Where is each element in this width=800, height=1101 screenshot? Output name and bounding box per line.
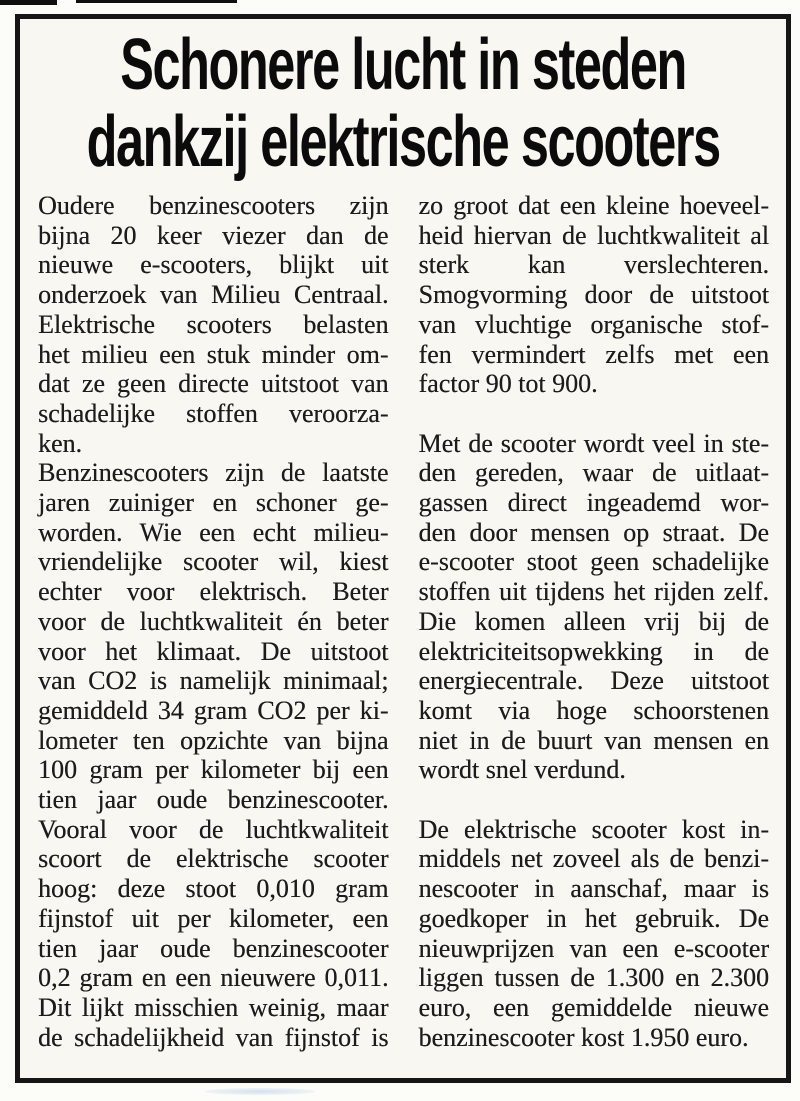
text-line: fen vermindert zelfs met een bbox=[418, 339, 769, 369]
text-line: 0,2 gram en een nieuwere 0,011. bbox=[38, 963, 389, 993]
text-line: Elektrische scooters belasten bbox=[38, 309, 389, 339]
text-line: niet in de buurt van mensen en bbox=[418, 725, 769, 755]
text-line: nieuwprijzen van een e-scooter bbox=[418, 933, 769, 963]
text-line: voor het klimaat. De uitstoot bbox=[38, 636, 389, 666]
text-line: Die komen alleen vrij bij de bbox=[418, 606, 769, 636]
text-line: voor de luchtkwaliteit én beter bbox=[38, 606, 389, 636]
text-line: schadelijke stoffen veroorza- bbox=[38, 398, 389, 428]
text-line: scoort de elektrische scooter bbox=[38, 844, 389, 874]
text-line: den gereden, waar de uitlaat- bbox=[418, 458, 769, 488]
left-column bbox=[38, 191, 389, 1052]
text-line: van vluchtige organische stof- bbox=[418, 309, 769, 339]
headline-line-2: dankzij elektrische scooters bbox=[86, 102, 720, 182]
headline-line-1: Schonere lucht in steden bbox=[120, 25, 686, 105]
text-line: wordt snel verdund. bbox=[418, 755, 626, 785]
text-line: factor 90 tot 900. bbox=[418, 369, 598, 399]
paragraph bbox=[38, 191, 389, 458]
text-line: heid hiervan de luchtkwaliteit al bbox=[418, 220, 769, 250]
text-line: Dit lijkt misschien weinig, maar bbox=[38, 992, 389, 1022]
text-line: gemiddeld 34 gram CO2 per ki- bbox=[38, 695, 389, 725]
text-line: tien jaar oude benzinescooter bbox=[38, 933, 389, 963]
text-line: onderzoek van Milieu Centraal. bbox=[38, 280, 389, 310]
paragraph bbox=[38, 458, 389, 1052]
text-line: middels net zoveel als de benzi- bbox=[418, 844, 769, 874]
text-line: ken. bbox=[38, 428, 83, 458]
text-line: van CO2 is namelijk minimaal; bbox=[38, 666, 389, 696]
text-line: de schadelijkheid van fijnstof is bbox=[38, 1022, 389, 1052]
text-line: fijnstof uit per kilometer, een bbox=[38, 903, 389, 933]
scan-smudge bbox=[205, 1088, 315, 1095]
text-line: Smogvorming door de uitstoot bbox=[418, 280, 769, 310]
text-line: bijna 20 keer viezer dan de bbox=[38, 220, 389, 250]
text-line: goedkoper in het gebruik. De bbox=[418, 903, 769, 933]
article-frame bbox=[15, 14, 791, 1083]
text-line: nieuwe e-scooters, blijkt uit bbox=[38, 250, 389, 280]
scan-artifact-mark bbox=[0, 0, 57, 5]
text-line: 100 gram per kilometer bij een bbox=[38, 755, 389, 785]
text-line: gassen direct ingeademd wor- bbox=[418, 488, 769, 518]
text-line: hoog: deze stoot 0,010 gram bbox=[38, 874, 389, 904]
text-line: Met de scooter wordt veel in ste- bbox=[418, 428, 769, 458]
text-line: jaren zuiniger en schoner ge- bbox=[38, 488, 389, 518]
text-line: lometer ten opzichte van bijna bbox=[38, 725, 389, 755]
text-line: Oudere benzinescooters zijn bbox=[38, 191, 389, 220]
text-line: De elektrische scooter kost in- bbox=[418, 814, 769, 844]
article-headline bbox=[20, 27, 786, 181]
text-line: euro, een gemiddelde nieuwe bbox=[418, 992, 769, 1022]
text-line: tien jaar oude benzinescooter. bbox=[38, 785, 389, 815]
paragraph bbox=[419, 429, 770, 785]
text-line: vriendelijke scooter wil, kiest bbox=[38, 547, 389, 577]
text-line: echter voor elektrisch. Beter bbox=[38, 577, 389, 607]
scan-artifact-mark bbox=[76, 0, 237, 3]
text-line: benzinescooter kost 1.950 euro. bbox=[418, 1022, 749, 1052]
article-body bbox=[20, 187, 786, 1052]
text-line: elektriciteitsopwekking in de bbox=[418, 636, 769, 666]
text-line: e-scooter stoot geen schadelijke bbox=[418, 547, 769, 577]
text-line: energiecentrale. Deze uitstoot bbox=[418, 666, 769, 696]
text-line: worden. Wie een echt milieu- bbox=[38, 517, 389, 547]
right-column bbox=[419, 191, 770, 1052]
text-line: komt via hoge schoorstenen bbox=[418, 695, 769, 725]
paragraph bbox=[419, 191, 770, 399]
text-line: sterk kan verslechteren. bbox=[418, 250, 769, 280]
text-line: liggen tussen de 1.300 en 2.300 bbox=[418, 963, 769, 993]
text-line: Vooral voor de luchtkwaliteit bbox=[38, 814, 389, 844]
text-line: den door mensen op straat. De bbox=[418, 517, 769, 547]
text-line: Benzinescooters zijn de laatste bbox=[38, 458, 389, 488]
text-line: zo groot dat een kleine hoeveel- bbox=[418, 191, 769, 220]
text-line: nescooter in aanschaf, maar is bbox=[418, 874, 769, 904]
paragraph bbox=[419, 815, 770, 1053]
text-line: het milieu een stuk minder om- bbox=[38, 339, 389, 369]
text-line: dat ze geen directe uitstoot van bbox=[38, 369, 389, 399]
text-line: stoffen uit tijdens het rijden zelf. bbox=[418, 577, 769, 607]
